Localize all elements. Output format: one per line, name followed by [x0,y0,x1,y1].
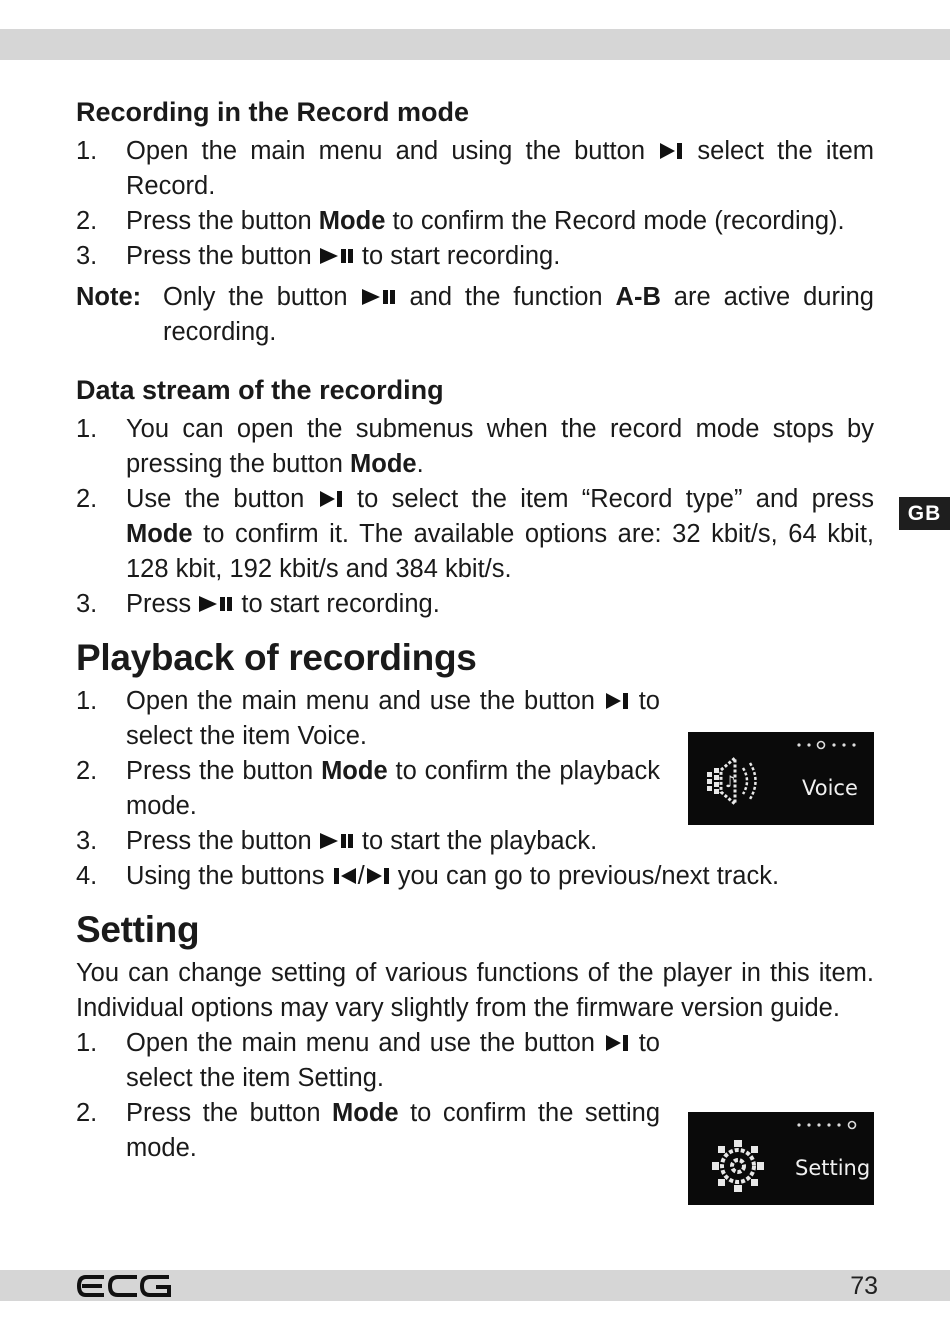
list-item: 1. Open the main menu and use the button to select the item Voice. [76,687,660,750]
next-icon [658,141,684,161]
list-item: 3. Press the button to start the playback. [76,827,598,855]
list-item: 2. Press the button Mode to confirm the setting mode. [76,1099,661,1162]
list-item: 2. Use the button to select the item “Record type” and press Mode to confirm it. The available options are: 32 kbit/s, 64 kbit, 128 kbit, 192 kbit/s and 384 kbit/s. [76,485,874,583]
page-dots-icon [796,740,860,750]
list-item: 2. Press the button Mode to confirm the Record mode (recording). [76,207,845,235]
page-dots-icon [796,1120,860,1130]
list-item: 3. Press to start recording. [76,590,440,618]
page-content [76,90,874,1166]
list-item: 1. Open the main menu and use the button to select the item Setting. [76,1029,660,1092]
svg-text:♪: ♪ [725,772,736,791]
record-steps [76,134,874,274]
voice-label: Voice [802,776,858,800]
list-item: 1. Open the main menu and using the button select the item Record. [76,137,874,200]
note-label: Note: [76,283,142,311]
gear-icon [710,1138,766,1194]
list-item: 3. Press the button to start recording. [76,242,561,270]
section-heading-playback: Playback of recordings [76,637,477,678]
play-pause-icon [319,831,355,851]
note [76,280,874,350]
next-icon [604,1033,630,1053]
header-bar [0,29,950,60]
page-number: 73 [850,1272,878,1300]
section-heading-record: Recording in the Record mode [76,97,470,127]
list-item: 2. Press the button Mode to confirm the playback mode. [76,757,660,820]
play-pause-icon [361,287,397,307]
play-pause-icon [198,594,234,614]
stream-steps [76,412,874,622]
setting-label: Setting [795,1156,871,1180]
section-heading-setting: Setting [76,909,200,950]
setting-intro: You can change setting of various functions of the player in this item. Individual options may vary slightly from the firmware version guide. [76,959,874,1022]
speaker-icon [705,754,767,808]
setting-screen [688,1112,874,1205]
list-item: 1. You can open the submenus when the record mode stops by pressing the button Mode. [76,415,874,478]
next-icon [365,866,391,886]
prev-icon [332,866,358,886]
note-text: Only the button and the function A-B are active during recording. [163,283,874,346]
play-pause-icon [319,246,355,266]
language-tab: GB [899,497,950,530]
ecg-logo [76,1274,172,1298]
voice-screen [688,732,874,825]
list-item: 4. Using the buttons / you can go to previous/next track. [76,862,780,890]
section-heading-stream: Data stream of the recording [76,375,444,405]
next-icon [604,691,630,711]
next-icon [318,489,344,509]
